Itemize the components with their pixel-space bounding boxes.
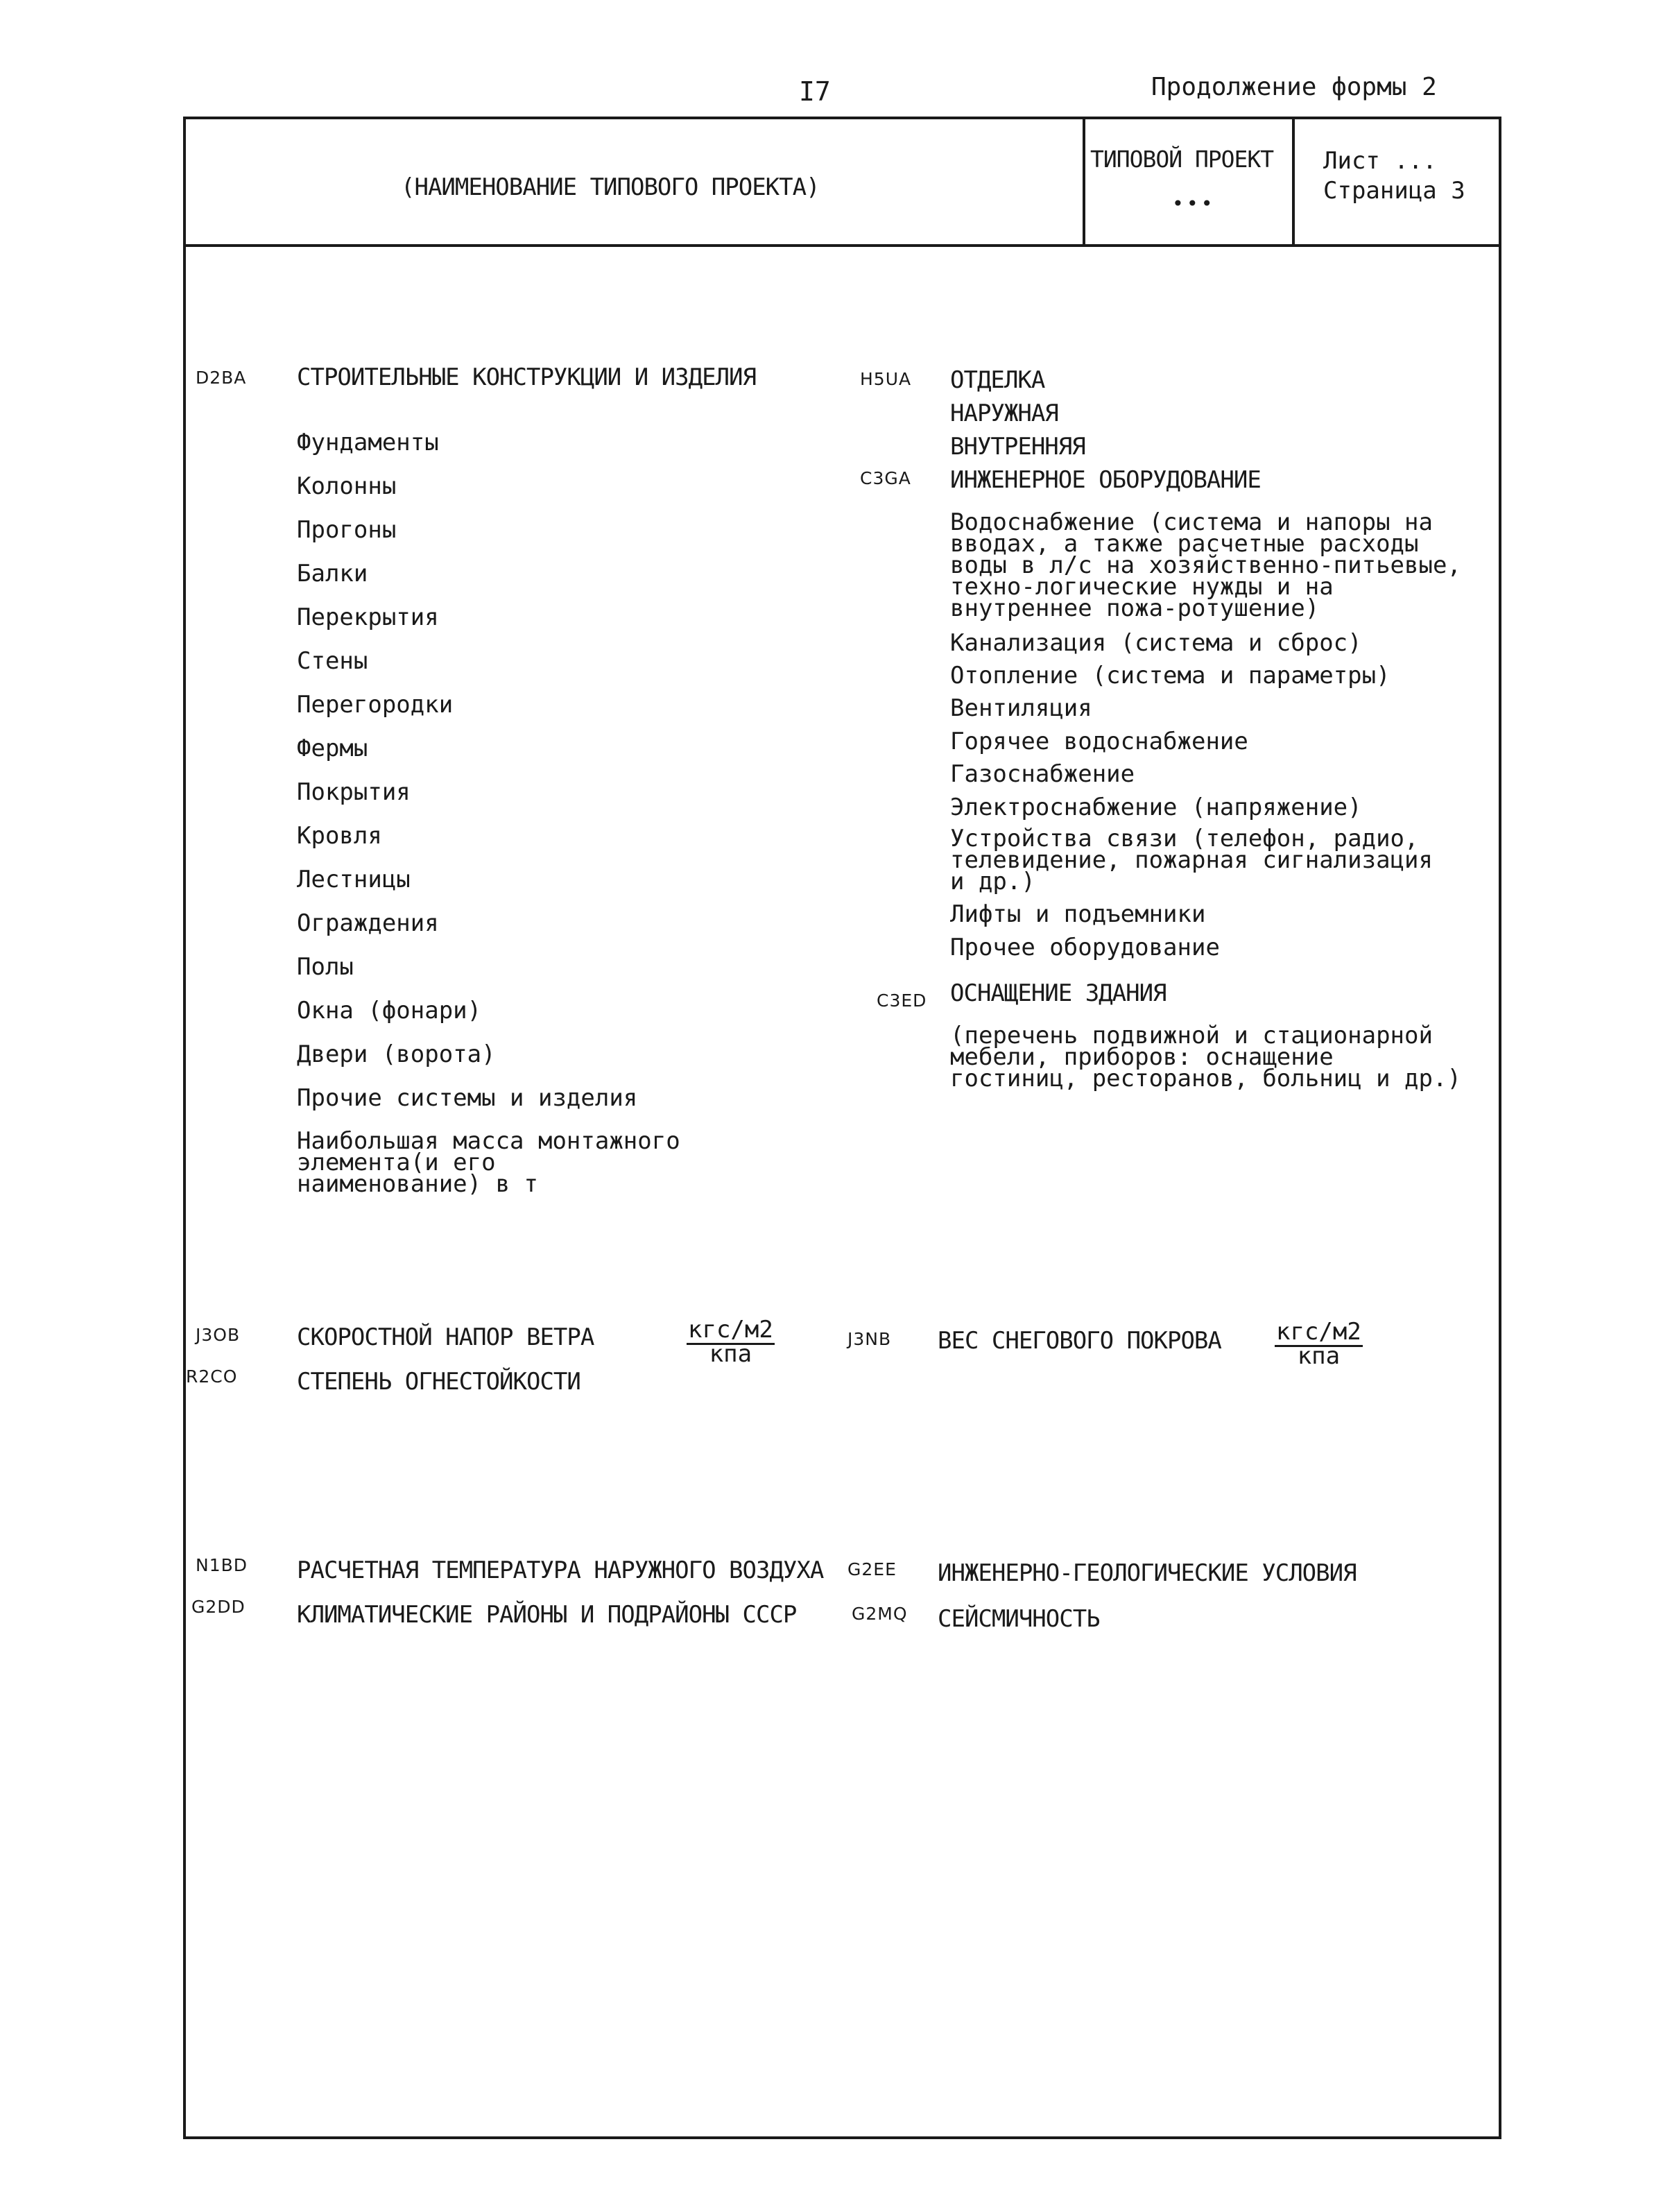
structures-item: Балки <box>297 560 368 588</box>
finishing-title: ОТДЕЛКА <box>950 366 1045 394</box>
project-name-label: (НАИМЕНОВАНИЕ ТИПОВОГО ПРОЕКТА) <box>401 173 820 201</box>
structures-item: Полы <box>297 953 354 981</box>
typical-project-value: ••• <box>1172 192 1216 215</box>
heating-text: Отопление (система и параметры) <box>950 662 1390 689</box>
structures-item: Окна (фонари) <box>297 997 482 1024</box>
structures-item: Колонны <box>297 472 397 500</box>
snow-unit-numerator: кгс/м2 <box>1276 1318 1361 1346</box>
wind-code: J3OB <box>196 1325 241 1345</box>
equipment-title: ОСНАЩЕНИЕ ЗДАНИЯ <box>950 979 1166 1007</box>
form-continuation-note: Продолжение формы 2 <box>1151 73 1437 101</box>
structures-item: Перекрытия <box>297 603 439 631</box>
geology-label: ИНЖЕНЕРНО-ГЕОЛОГИЧЕСКИЕ УСЛОВИЯ <box>938 1559 1357 1587</box>
snow-code: J3NB <box>847 1329 892 1349</box>
equipment-code: C3ED <box>877 991 927 1011</box>
hot-water-text: Горячее водоснабжение <box>950 728 1248 755</box>
structures-item: Кровля <box>297 822 382 850</box>
gas-supply-text: Газоснабжение <box>950 760 1135 788</box>
sewerage-text: Канализация (система и сброс) <box>950 629 1362 657</box>
structures-item: Ограждения <box>297 909 439 937</box>
seismic-code: G2MQ <box>852 1604 908 1624</box>
finishing-code: H5UA <box>860 369 912 389</box>
structures-item: Покрытия <box>297 778 411 806</box>
structures-item: Прочие системы и изделия <box>297 1084 638 1112</box>
electric-supply-text: Электроснабжение (напряжение) <box>950 794 1362 821</box>
structures-item: Фундаменты <box>297 429 439 456</box>
structures-item: Двери (ворота) <box>297 1040 496 1068</box>
wind-unit-numerator: кгс/м2 <box>688 1316 773 1344</box>
wind-unit <box>687 1316 775 1368</box>
climate-label: КЛИМАТИЧЕСКИЕ РАЙОНЫ И ПОДРАЙОНЫ СССР <box>297 1601 797 1629</box>
sheet-label: Лист ... <box>1323 147 1437 175</box>
fire-code: R2CO <box>186 1366 238 1387</box>
structures-title: СТРОИТЕЛЬНЫЕ КОНСТРУКЦИИ И ИЗДЕЛИЯ <box>297 363 756 391</box>
other-equipment-text: Прочее оборудование <box>950 934 1220 961</box>
structures-item: Фермы <box>297 735 368 762</box>
snow-unit <box>1275 1318 1363 1370</box>
header-col-divider-1 <box>1083 117 1085 246</box>
fire-label: СТЕПЕНЬ ОГНЕСТОЙКОСТИ <box>297 1368 580 1396</box>
page-label: Страница 3 <box>1323 177 1465 205</box>
finishing-item-interior: ВНУТРЕННЯЯ <box>950 433 1085 461</box>
structures-code: D2BA <box>196 368 247 388</box>
snow-label: ВЕС СНЕГОВОГО ПОКРОВА <box>938 1327 1221 1355</box>
ventilation-text: Вентиляция <box>950 694 1092 722</box>
water-supply-text: Водоснабжение (система и напоры на вводах, а также расчетные расходы воды в л/с на хозяйственно-питьевые, техно-логические нужды и на внутреннее пожа-ротушение) <box>950 508 1461 622</box>
equipment-description: (перечень подвижной и стационарной мебели, приборов: оснащение гостиниц, ресторанов, больниц и др.) <box>950 1022 1461 1092</box>
lifts-text: Лифты и подъемники <box>950 900 1206 928</box>
communication-text: Устройства связи (телефон, радио, телевидение, пожарная сигнализация и др.) <box>950 825 1433 895</box>
geology-code: G2EE <box>847 1559 897 1579</box>
wind-unit-denominator: кпа <box>709 1340 752 1368</box>
header-col-divider-2 <box>1292 117 1295 246</box>
temperature-code: N1BD <box>196 1555 248 1575</box>
wind-label: СКОРОСТНОЙ НАПОР ВЕТРА <box>297 1323 594 1351</box>
engineering-title: ИНЖЕНЕРНОЕ ОБОРУДОВАНИЕ <box>950 466 1261 494</box>
finishing-item-exterior: НАРУЖНАЯ <box>950 400 1058 427</box>
snow-unit-denominator: кпа <box>1297 1342 1341 1370</box>
typical-project-label: ТИПОВОЙ ПРОЕКТ <box>1090 146 1274 173</box>
structures-item: Стены <box>297 647 368 675</box>
header-divider <box>183 244 1501 247</box>
structures-item: Прогоны <box>297 516 397 544</box>
page-number: I7 <box>799 76 831 107</box>
structures-item: Лестницы <box>297 866 411 893</box>
structures-item: Перегородки <box>297 691 454 719</box>
seismic-label: СЕЙСМИЧНОСТЬ <box>938 1605 1100 1633</box>
climate-code: G2DD <box>191 1597 246 1617</box>
engineering-code: C3GA <box>860 468 911 488</box>
heaviest-element-label: Наибольшая масса монтажного элемента(и его наименование) в т <box>297 1127 680 1198</box>
temperature-label: РАСЧЕТНАЯ ТЕМПЕРАТУРА НАРУЖНОГО ВОЗДУХА <box>297 1557 824 1584</box>
